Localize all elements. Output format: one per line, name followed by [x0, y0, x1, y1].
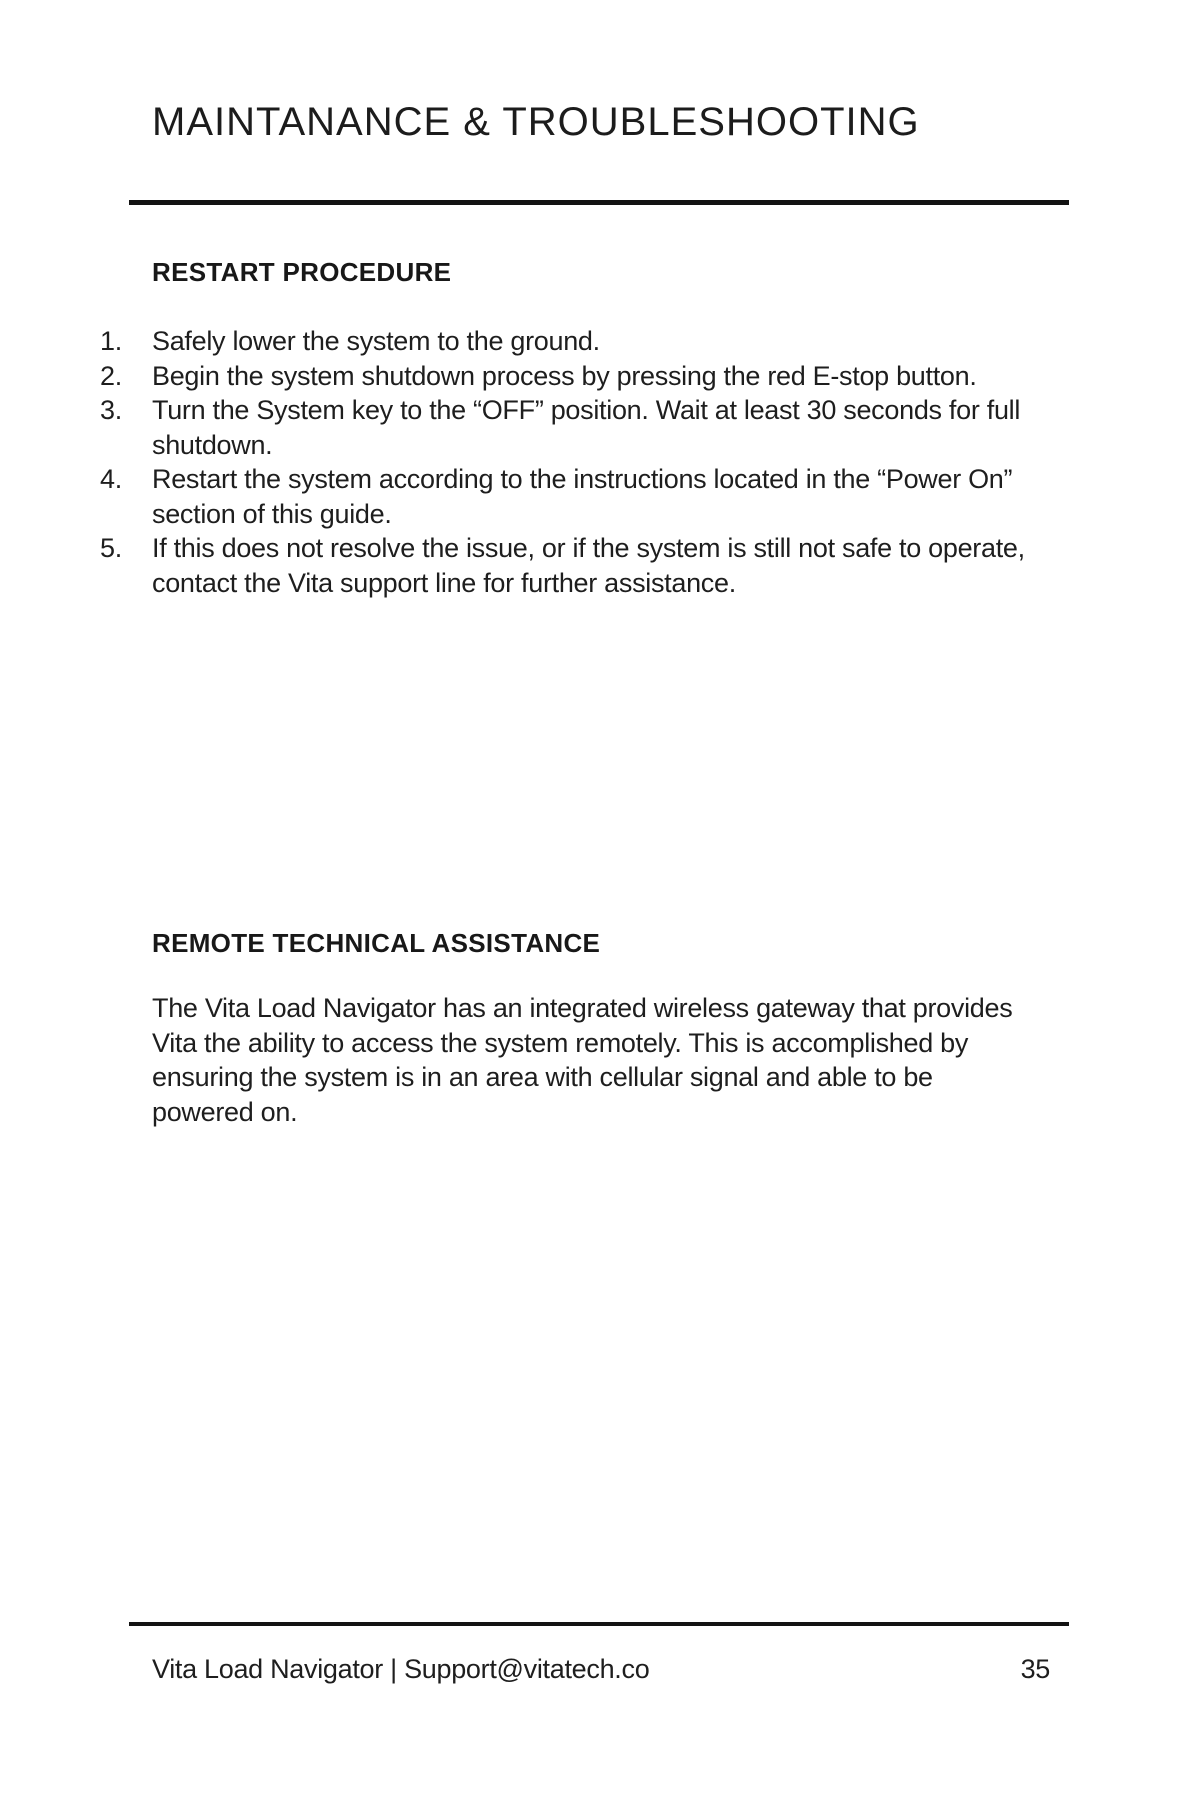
list-item [100, 462, 1036, 531]
footer-divider [129, 1622, 1069, 1626]
remote-assistance-paragraph: The Vita Load Navigator has an integrated wireless gateway that provides Vita the ability to access the system remotely. This is accomplished by ensuring the system is in an area with cellular signal and able to be powered on. [152, 993, 1013, 1127]
restart-steps-list [100, 324, 1036, 600]
list-item [100, 393, 1036, 462]
step-number: 3. [100, 395, 122, 425]
step-text: Safely lower the system to the ground. [152, 326, 600, 356]
list-item [100, 324, 1036, 359]
step-number: 5. [100, 533, 122, 563]
list-item [100, 359, 1036, 394]
step-text: Restart the system according to the instructions located in the “Power On” section of this guide. [152, 464, 1013, 529]
step-number: 4. [100, 464, 122, 494]
page-title: MAINTANANCE & TROUBLESHOOTING [152, 100, 920, 144]
list-item [100, 531, 1036, 600]
step-text: Begin the system shutdown process by pressing the red E-stop button. [152, 360, 977, 391]
step-text: If this does not resolve the issue, or if the system is still not safe to operate, contact the Vita support line for further assistance. [152, 533, 1025, 598]
step-number: 1. [100, 326, 122, 356]
footer-text: Vita Load Navigator | Support@vitatech.co [152, 1654, 650, 1684]
step-text: Turn the System key to the “OFF” position. Wait at least 30 seconds for full shutdown. [152, 395, 1021, 460]
header-divider [129, 200, 1069, 205]
remote-assistance-heading: REMOTE TECHNICAL ASSISTANCE [152, 928, 601, 958]
step-number: 2. [100, 360, 122, 391]
page-number: 35 [1020, 1654, 1050, 1684]
restart-procedure-heading: RESTART PROCEDURE [152, 257, 452, 287]
page-footer [152, 1654, 1050, 1685]
